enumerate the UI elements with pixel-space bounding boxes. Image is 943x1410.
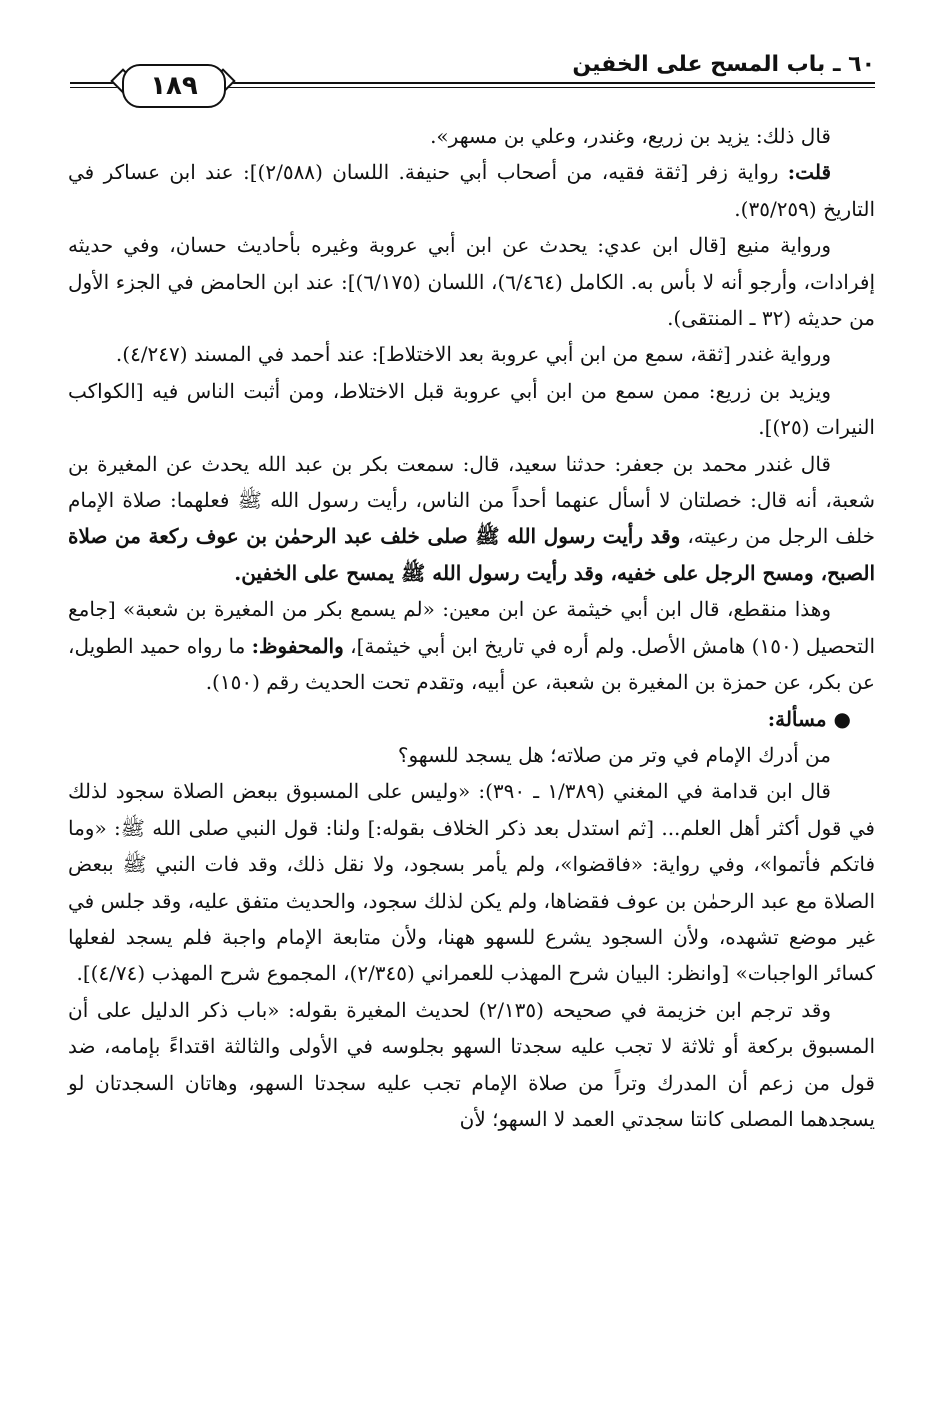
masala-heading: ● مسألة: [767,706,851,731]
question: من أدرك الإمام في وتر من صلاته؛ هل يسجد للسهو؟ [397,742,831,767]
hadith-intro: قال غندر محمد بن جعفر: حدثنا سعيد، قال: سمعت بكر بن عبد الله يحدث عن المغيرة بن شعبة، أنه قال: خصلتان لا أسأل عنهما أحداً من الناس، رأيت رسول الله ﷺ فعلهما: صلاة الإمام خلف الرجل من رعيته، [68,451,875,549]
paragraph-8: قال ابن قدامة في المغني (١/٣٨٩ ـ ٣٩٠): «وليس على المسبوق ببعض الصلاة سجود لذلك في قول أكثر أهل العلم... [ثم استدل بعد ذكر الخلاف بقوله:] ولنا: قول النبي صلى الله ﷺ: «وما فاتكم فأتموا»، وفي رواية: «فاقضوا»، ولم يأمر بسجود، ولا نقل ذلك، وقد فات النبي ﷺ ببعض الصلاة مع عبد الرحمٰن بن عوف فقضاها، ولم يكن لذلك سجود، والحديث متفق عليه، وقد جلس في غير موضع تشهده، ولأن السجود يشرع للسهو ههنا، ولأن متابعة الإمام واجبة فلم يسجد لفعلها كسائر الواجبات» [وانظر: البيان شرح المهذب للعمراني (٢/٣٤٥)، المجموع شرح المهذب (٤/٧٤)]. [68,779,875,986]
paragraph-6 [68,446,875,592]
running-title: ٦٠ ـ باب المسح على الخفين [572,52,875,77]
paragraph-7-rest: ما رواه حميد الطويل، عن بكر، عن حمزة بن المغيرة بن شعبة، عن أبيه، وتقدم تحت الحديث رقم (١٥٠). [68,633,875,695]
paragraph-2-text: رواية زفر [ثقة فقيه، من أصحاب أبي حنيفة. اللسان (٢/٥٨٨)]: عند ابن عساكر في التاريخ (٣٥/٢٥٩). [68,160,875,221]
page-header [70,40,875,100]
paragraph-7-text: وهذا منقطع، قال ابن أبي خيثمة عن ابن معين: «لم يسمع بكر من المغيرة بن شعبة» [جامع التحصيل (١٥٠) هامش الأصل. ولم أره في تاريخ ابن أبي خيثمة]، [68,597,875,658]
mahfuz-label: والمحفوظ: [251,633,344,658]
paragraph-2 [68,154,875,227]
paragraph-1: قال ذلك: يزيد بن زريع، وغندر، وعلي بن مسهر». [430,124,831,148]
page-number: ١٨٩ [150,71,198,101]
page-number-badge [122,64,226,108]
paragraph-9: وقد ترجم ابن خزيمة في صحيحه (٢/١٣٥) لحديث المغيرة بقوله: «باب ذكر الدليل على أن المسبوق بركعة أو ثلاثة لا تجب عليه سجدتا السهو بجلوسه في الأولى والثالثة اقتداءً بإمامه، ضد قول من زعم أن المدرك وتراً من صلاة الإمام تجب عليه سجدتا السهو، وهاتان السجدتان لو يسجدهما المصلى كانتا سجدتي العمد لا السهو؛ لأن [68,997,875,1131]
qultu-label: قلت: [787,160,831,185]
hadith-bold-text: وقد رأيت رسول الله ﷺ صلى خلف عبد الرحمٰن بن عوف ركعة من صلاة الصبح، ومسح الرجل على خفيه، وقد رأيت رسول الله ﷺ يمسح على الخفين. [68,524,875,585]
page-body [68,118,875,1137]
paragraph-5: ويزيد بن زريع: ممن سمع من ابن أبي عروبة قبل الاختلاط، ومن أثبت الناس فيه [الكواكب النيرات (٢٥)]. [68,378,875,440]
paragraph-3: ورواية منيع [قال ابن عدي: يحدث عن ابن أبي عروبة وغيره بأحاديث حسان، وفي حديثه إفرادات، وأرجو أنه لا بأس به. الكامل (٦/٤٦٤)، اللسان (٦/١٧٥)]: عند ابن الحامض في الجزء الأول من حديثه (٣٢ ـ المنتقى). [68,233,876,331]
paragraph-7 [68,591,875,700]
paragraph-4: ورواية غندر [ثقة، سمع من ابن أبي عروبة بعد الاختلاط]: عند أحمد في المسند (٤/٢٤٧). [115,342,831,367]
